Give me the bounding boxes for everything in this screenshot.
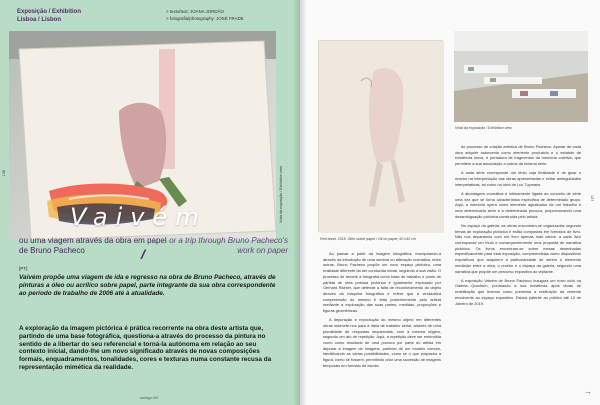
- body-column-2: [455, 144, 581, 310]
- body-paragraph: A exposição Vaivém de Bruno Pacheco inaugura um novo ciclo na Galeria Quadrum, pontuando a sua existência após obras de reabilitação que tiveram como premissa a restituição da vertente envolvente ao espaço expositivo. Estará patente ao público até 13 de Janeiro de 2019.: [455, 277, 581, 306]
- credit-photo: > fotografia/photography: JOSÉ FRADE: [166, 15, 244, 21]
- magazine-footer: umbigo 067: [140, 396, 159, 400]
- artwork-sketch: [319, 41, 444, 233]
- arrow-right-icon: →: [584, 387, 592, 396]
- body-paragraph: A depuração e reprodução do mesmo objeto em diferentes obras submete-nos para a ideia de trabalho serial, através de uma pluralidade de respostas sequenciais, com a mesma origem, segundo um ato de repetição. Aqui, a repetição deve ser entendida como como resultado de uma procura por parte do artista em depurar a imagem de imagens, partindo de um modelo comum, identificando as várias possibilidades, como se o que enquadra a figura, como se fossem, permitindo criar uma sucessão de imagens temporais em formato de escola.: [323, 317, 441, 368]
- artwork-image: [318, 40, 443, 232]
- artwork-caption: Red band, 2018. Óleo sobre papel / Oil on paper, 60 x42 cm: [320, 237, 416, 241]
- spread-gutter: [293, 0, 307, 405]
- section-line-2: Lisboa / Lisbon: [17, 16, 62, 23]
- body-paragraph: No espaço da galeria, as obras encontram-se organizadas segundo temas de exploração pictórica e estão compostas em formatos de livro. Não nos deparamos com um livro apenas mas vários: a cada livro corresponde um título e consequentemente uma proposta de narrativa pictórica. Os livros encontram-se sobre mesas desenhadas especificamente para esta exposição, compreendidas como dispositivos expositivos que adquirem a particularidade de serem o elemento mediador entre a obra, o recetor e o espaço da galeria, segundo uma narrativa que propõe um percurso expositivo ao visitante.: [455, 222, 581, 274]
- slash-divider-icon: //: [141, 247, 143, 262]
- body-paragraph: A abordagem cromática é intimamente ligada ao conceito de série uma vez que se torna característica específica de determinado grupo. Aqui, a memória opera como elemento aglutinador de um trabalho e uma determinada série e a determinada procura, proporcionando uma desambiguação pictórica construída pelo artista.: [455, 190, 581, 219]
- credits: [166, 9, 244, 22]
- credit-text: > texto/text: JOANA JORDÃO: [166, 9, 224, 14]
- page-number-right: 137: [590, 195, 594, 202]
- installation-caption: Vista da exposição / Exhibition view: [455, 126, 512, 130]
- main-photo-caption: Vista da exposição / Exhibition view: [279, 166, 283, 223]
- body-paragraph: A cada série corresponde um título cuja finalidade é de guiar o recetor na interpretação das obras apresentadas e evitar ambiguidades interpretativas, tal como na obra de Luc Tuymans.: [455, 170, 581, 187]
- installation-photo: [454, 31, 588, 122]
- subtitle-pt: ou uma viagem através da obra em papel de Bruno Pacheco: [19, 236, 167, 255]
- page-number-left: 136: [2, 170, 6, 177]
- body-paragraph: Ao passar a partir da imagem fotográfica, manipulando-a através da introdução de uma sombra ou alteração cromática, entre outras, Bruno Pacheco propõe um novo espaço pictórico, uma realidade diferente da ser conduzida inicial, seguindo a sua visão. O processo de recorte à fotografia como base de trabalho e ponto de partida de uma postura pictórica é igualmente explorado por Gerhard Richter, que defende a falta de reconhecimento do objeto através da máquina fotográfica e refere que a verdadeira compreensão do mesmo é feita posteriormente pelo artista mediante a exploração das suas partes, medidas, proporções e figuras geométricas.: [323, 251, 441, 314]
- installation-view: [454, 31, 588, 122]
- section-tag: [17, 9, 81, 24]
- lead-paragraph: Vaivém propõe uma viagem de ida e regresso na obra de Bruno Pacheco, através de pinturas a óleo ou acrílico sobre papel, parte integrante da sua obra correspondente ao período de trabalho de 2006 até à atualidade.: [19, 274, 276, 297]
- body-column-1: [323, 251, 441, 372]
- subtitle-en: or a trip through Bruno Pacheco's work on paper: [169, 236, 288, 255]
- lead-body-paragraph: A exploração da imagem pictórica é prática recorrente na obra deste artista que, partindo de uma base fotográfica, questiona-a através do processo da pintura no sentido de a libertar do seu referencial e torná-la autónoma em relação ao seu contexto inicial, dando-lhe um novo significado através de novas composições formais, enquadramentos, tonalidades, cores e texturas numa constante recusa da representação mimética da realidade.: [19, 325, 272, 371]
- section-line-1: Exposição / Exhibition: [17, 9, 82, 15]
- article-title: Vaivém: [70, 203, 207, 231]
- language-tag: [PT]: [19, 266, 28, 271]
- body-paragraph: do processo de criação artística de Bruno Pacheco. Apesar de cada obra adquirir autonomia como elemento produzido e o estatuto de existência única, é portadora de fragmentos da memória coletiva, que permitem a sua associação a outros da mesma série.: [455, 144, 581, 167]
